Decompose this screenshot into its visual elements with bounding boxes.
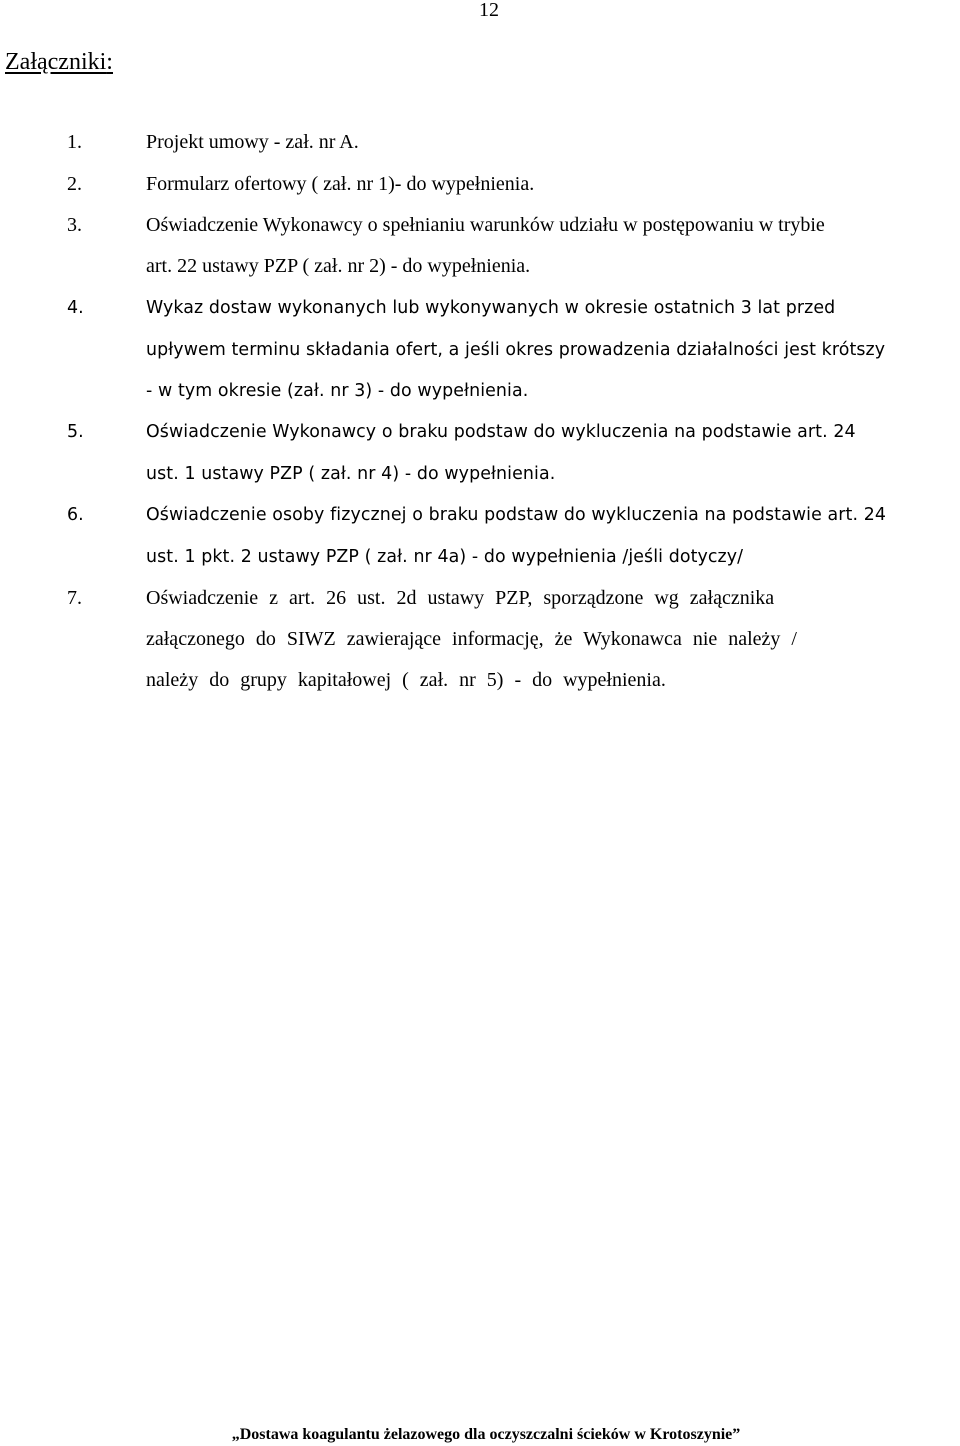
list-item-number: 2. [67,173,82,195]
list-item-text: art. 22 ustawy PZP ( zał. nr 2) - do wypełnienia. [146,255,531,277]
heading-colon: : [106,49,113,75]
list-item-text: Oświadczenie Wykonawcy o braku podstaw do wykluczenia na podstawie art. 24 [146,422,856,442]
list-item-text: Oświadczenie Wykonawcy o spełnianiu warunków udziału w postępowaniu w trybie [146,214,825,236]
list-item-number: 5. [67,422,84,442]
list-item-number: 1. [67,131,82,153]
list-item-number: 4. [67,298,84,318]
list-item-text: ust. 1 ustawy PZP ( zał. nr 4) - do wypełnienia. [146,464,556,484]
heading-text: Załączniki [5,49,107,75]
list-item-number: 6. [67,505,84,525]
page-heading [5,48,113,76]
list-item-text: załączonego do SIWZ zawierające informację, że Wykonawca nie należy / [146,628,797,650]
list-item-text: - w tym okresie (zał. nr 3) - do wypełnienia. [146,381,529,401]
page-footer: „Dostawa koagulantu żelazowego dla oczyszczalni ścieków w Krotoszynie” [231,1426,741,1443]
list-item-text: Wykaz dostaw wykonanych lub wykonywanych w okresie ostatnich 3 lat przed [146,298,836,318]
list-item-text: należy do grupy kapitałowej ( zał. nr 5) - do wypełnienia. [146,669,666,691]
list-item-text: upływem terminu składania ofert, a jeśli okres prowadzenia działalności jest krótszy [146,340,886,360]
list-item-text: Formularz ofertowy ( zał. nr 1)- do wypełnienia. [146,173,535,195]
list-item-text: ust. 1 pkt. 2 ustawy PZP ( zał. nr 4a) - do wypełnienia /jeśli dotyczy/ [146,547,744,567]
list-item-text: Oświadczenie z art. 26 ust. 2d ustawy PZP, sporządzone wg załącznika [146,587,775,609]
list-item-text: Oświadczenie osoby fizycznej o braku podstaw do wykluczenia na podstawie art. 24 [146,505,887,525]
list-item-number: 7. [67,587,82,609]
list-item-text: Projekt umowy - zał. nr A. [146,131,359,153]
list-item-number: 3. [67,214,82,236]
page-number: 12 [479,0,499,21]
